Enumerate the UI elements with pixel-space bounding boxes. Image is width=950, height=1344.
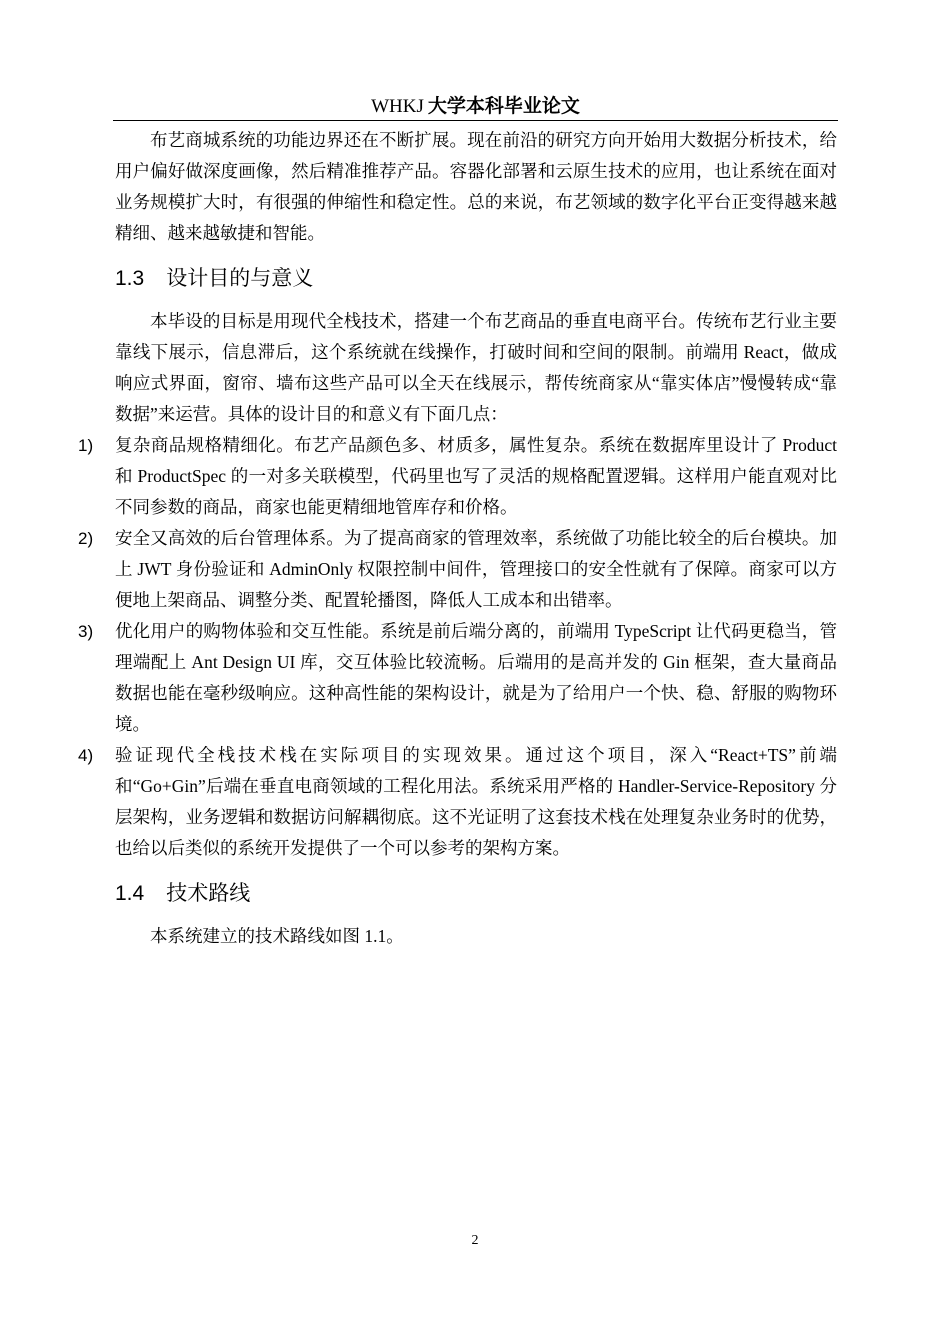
design-goals-list — [78, 430, 837, 864]
list-item-number: 1) — [78, 436, 94, 455]
list-item — [78, 523, 837, 616]
header-prefix: WHKJ — [371, 96, 424, 117]
page-number: 2 — [471, 1233, 479, 1248]
section-heading-1-4 — [115, 878, 837, 909]
list-item-text: 验证现代全栈技术栈在实际项目的实现效果。通过这个项目，深入“React+TS”前端和“Go+Gin”后端在垂直电商领域的工程化用法。系统采用严格的 Handler-Service-Repository 分层架构，业务逻辑和数据访问解耦彻底。这不光证明了这套技术栈在处理复杂业务时的优势，也给以后类似的系统开发提供了一个可以参考的架构方案。 — [115, 745, 837, 858]
page-header — [113, 92, 838, 121]
list-item-number: 2) — [78, 529, 94, 548]
list-item-number: 4) — [78, 746, 94, 765]
section-number: 1.3 — [115, 267, 145, 290]
header-title: 大学本科毕业论文 — [427, 95, 580, 117]
list-item-text: 复杂商品规格精细化。布艺产品颜色多、材质多，属性复杂。系统在数据库里设计了 Product 和 ProductSpec 的一对多关联模型，代码里也写了灵活的规格配置逻辑。这样用户能直观对比不同参数的商品，商家也能更精细地管库存和价格。 — [115, 435, 837, 517]
section-heading-1-3 — [115, 263, 837, 294]
list-item — [78, 430, 837, 523]
intro-paragraph: 布艺商城系统的功能边界还在不断扩展。现在前沿的研究方向开始用大数据分析技术，给用户偏好做深度画像，然后精准推荐产品。容器化部署和云原生技术的应用，也让系统在面对业务规模扩大时，有很强的伸缩性和稳定性。总的来说，布艺领域的数字化平台正变得越来越精细、越来越敏捷和智能。 — [115, 130, 837, 243]
list-item-text: 优化用户的购物体验和交互性能。系统是前后端分离的，前端用 TypeScript 让代码更稳当，管理端配上 Ant Design UI 库，交互体验比较流畅。后端用的是高并发的 Gin 框架，查大量商品数据也能在毫秒级响应。这种高性能的架构设计，就是为了给用户一个快、稳、舒服的购物环境。 — [115, 621, 837, 734]
section-1-4-paragraph: 本系统建立的技术路线如图 1.1。 — [150, 926, 404, 946]
section-title: 设计目的与意义 — [166, 266, 314, 290]
section-number: 1.4 — [115, 882, 145, 905]
page-content — [78, 125, 837, 952]
list-item-number: 3) — [78, 622, 94, 641]
section-title: 技术路线 — [166, 881, 251, 905]
list-item — [78, 740, 837, 864]
list-item-text: 安全又高效的后台管理体系。为了提高商家的管理效率，系统做了功能比较全的后台模块。加上 JWT 身份验证和 AdminOnly 权限控制中间件，管理接口的安全性就有了保障。商家可以方便地上架商品、调整分类、配置轮播图，降低人工成本和出错率。 — [115, 528, 837, 610]
section-1-3-paragraph: 本毕设的目标是用现代全栈技术，搭建一个布艺商品的垂直电商平台。传统布艺行业主要靠线下展示，信息滞后，这个系统就在线操作，打破时间和空间的限制。前端用 React，做成响应式界面，窗帘、墙布这些产品可以全天在线展示，帮传统商家从“靠实体店”慢慢转成“靠数据”来运营。具体的设计目的和意义有下面几点： — [115, 311, 837, 424]
list-item — [78, 616, 837, 740]
